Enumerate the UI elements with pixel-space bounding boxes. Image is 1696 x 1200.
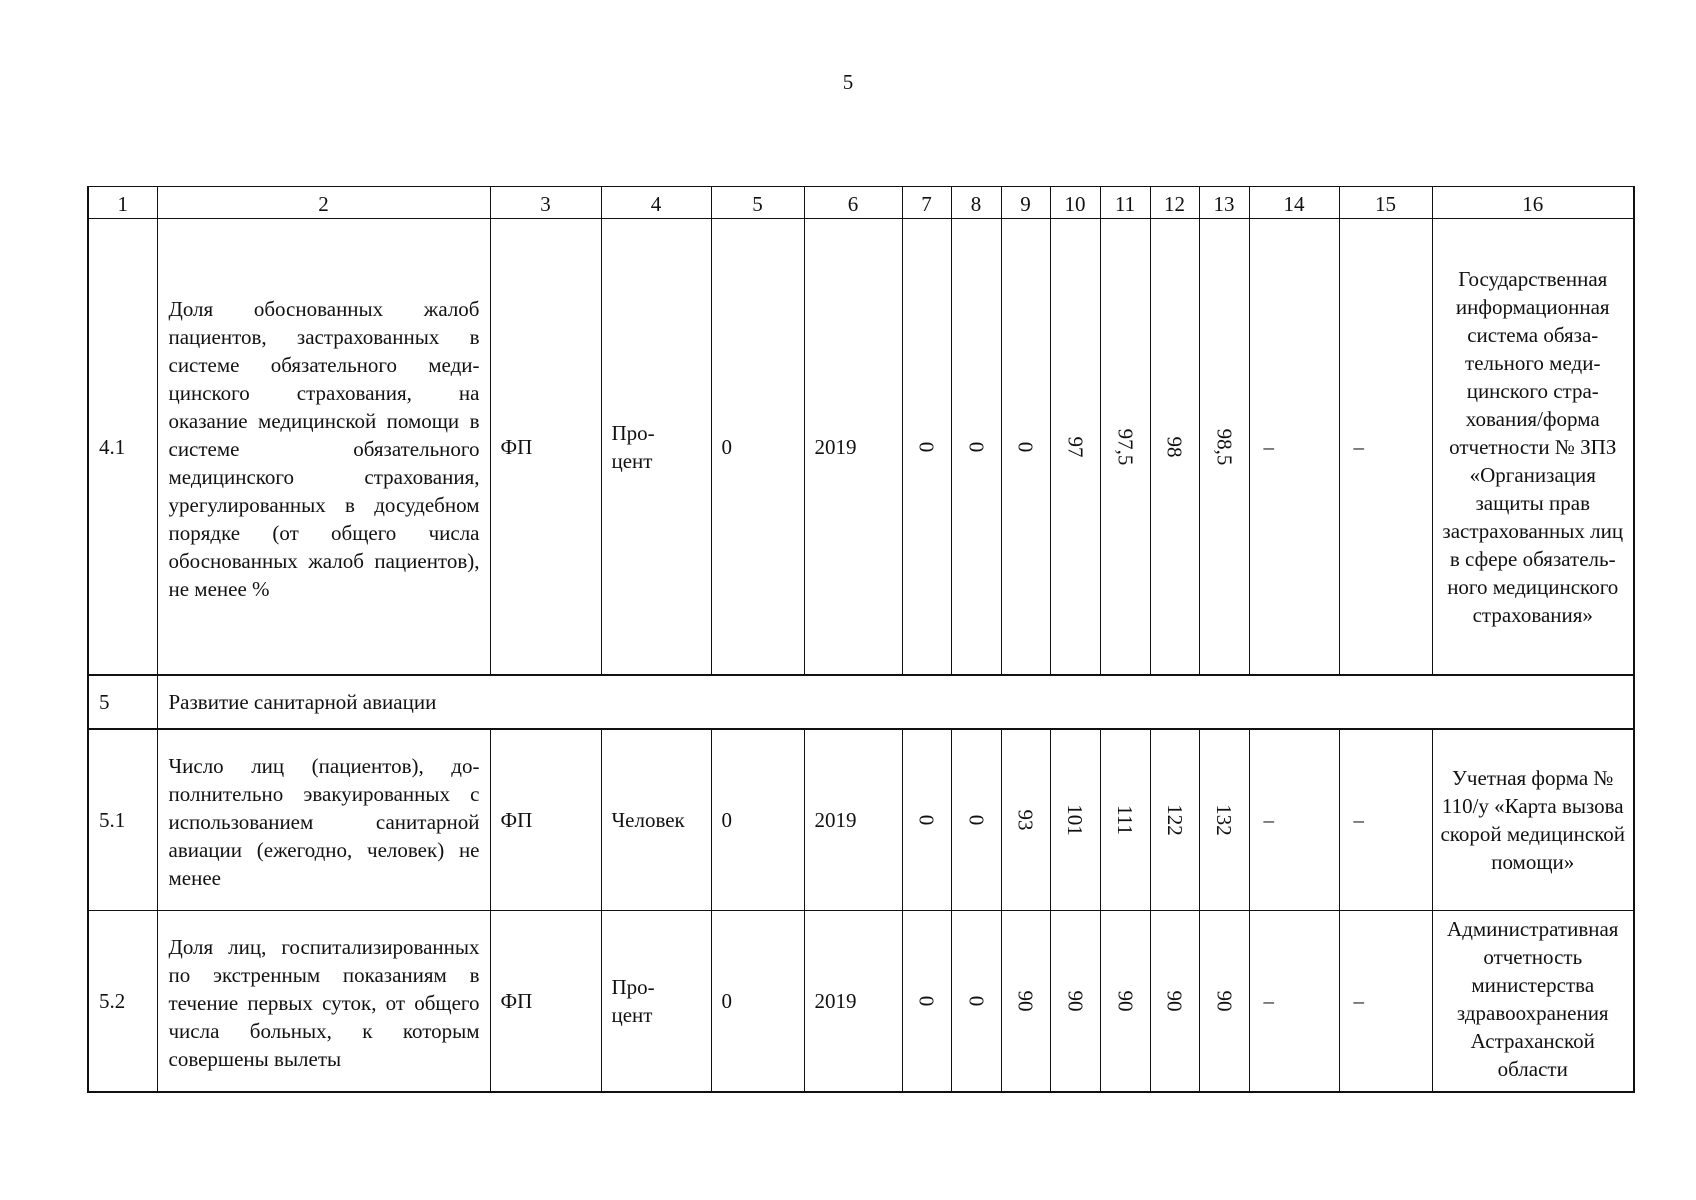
header-cell: 16 — [1432, 187, 1634, 219]
header-cell: 2 — [157, 187, 490, 219]
header-cell: 9 — [1001, 187, 1050, 219]
indicators-table — [87, 186, 1635, 1093]
row-number: 5.2 — [88, 911, 157, 1093]
header-cell: 1 — [88, 187, 157, 219]
base-year: 2019 — [804, 911, 902, 1093]
value-cell — [1001, 219, 1050, 676]
value-text: 0 — [964, 995, 988, 1007]
value-cell — [951, 911, 1001, 1093]
table-row — [88, 911, 1634, 1093]
value-text: 0 — [914, 995, 939, 1007]
value-text: 98 — [1162, 436, 1187, 457]
col15-value: – — [1339, 911, 1432, 1093]
header-cell: 7 — [902, 187, 951, 219]
base-year: 2019 — [804, 729, 902, 911]
value-cell — [1050, 911, 1100, 1093]
col14-value: – — [1249, 729, 1339, 911]
value-cell — [1150, 219, 1199, 676]
data-source: Учетная форма № 110/у «Карта вызова скорой медицинской помощи» — [1432, 729, 1634, 911]
table-row — [88, 729, 1634, 911]
value-cell — [1150, 911, 1199, 1093]
indicator-type: ФП — [490, 911, 601, 1093]
header-cell: 5 — [711, 187, 804, 219]
value-cell — [1199, 219, 1249, 676]
value-text: 90 — [1113, 990, 1137, 1012]
unit-of-measure: Человек — [601, 729, 711, 911]
value-text: 132 — [1212, 804, 1236, 836]
indicator-description: Доля лиц, госпитализированных по экстренным показаниям в течение первых суток, от общего числа больных, к которым совершены вылеты — [157, 911, 490, 1093]
value-cell — [1050, 219, 1100, 676]
value-text: 0 — [964, 441, 988, 452]
value-cell — [951, 219, 1001, 676]
header-cell: 4 — [601, 187, 711, 219]
data-source: Государственная информационная система обязательного медицинского страхования/форма отчетности № ЗПЗ «Организация защиты прав застрахованных лиц в сфере обязательного медицинского страхования» — [1432, 219, 1634, 676]
header-row — [88, 187, 1634, 219]
value-text: 0 — [1013, 441, 1038, 452]
value-cell — [1100, 911, 1150, 1093]
unit-text: Про- цент — [611, 420, 655, 473]
value-cell — [1100, 219, 1150, 676]
value-text: 90 — [1212, 990, 1236, 1012]
value-cell — [1199, 729, 1249, 911]
header-cell: 13 — [1199, 187, 1249, 219]
value-cell — [1199, 911, 1249, 1093]
header-cell: 12 — [1150, 187, 1199, 219]
value-cell — [1100, 729, 1150, 911]
header-cell: 3 — [490, 187, 601, 219]
base-year: 2019 — [804, 219, 902, 676]
header-cell: 6 — [804, 187, 902, 219]
base-value: 0 — [711, 219, 804, 676]
indicator-type: ФП — [490, 219, 601, 676]
value-cell — [1050, 729, 1100, 911]
col14-value: – — [1249, 219, 1339, 676]
value-text: 111 — [1112, 805, 1137, 835]
indicator-type: ФП — [490, 729, 601, 911]
value-text: 98,5 — [1212, 428, 1236, 465]
base-value: 0 — [711, 911, 804, 1093]
value-text: 90 — [1063, 990, 1087, 1012]
base-value: 0 — [711, 729, 804, 911]
unit-of-measure — [601, 219, 711, 676]
header-cell: 15 — [1339, 187, 1432, 219]
value-text: 93 — [1013, 809, 1038, 831]
section-row — [88, 675, 1634, 729]
row-number: 5.1 — [88, 729, 157, 911]
row-number: 4.1 — [88, 219, 157, 676]
col15-value: – — [1339, 729, 1432, 911]
data-source: Административная отчетность министерства здравоохранения Астраханской области — [1432, 911, 1634, 1093]
value-text: 122 — [1162, 804, 1187, 836]
header-cell: 14 — [1249, 187, 1339, 219]
page-number: 5 — [842, 70, 854, 94]
value-text: 97 — [1063, 436, 1087, 457]
header-cell: 8 — [951, 187, 1001, 219]
header-cell: 10 — [1050, 187, 1100, 219]
value-text: 90 — [1162, 990, 1187, 1012]
col15-value: – — [1339, 219, 1432, 676]
value-text: 0 — [964, 814, 988, 826]
value-cell — [1001, 911, 1050, 1093]
value-cell — [1001, 729, 1050, 911]
value-text: 0 — [914, 441, 939, 452]
value-text: 97,5 — [1113, 428, 1137, 465]
value-text: 0 — [914, 814, 939, 826]
col14-value: – — [1249, 911, 1339, 1093]
value-text: 90 — [1013, 990, 1038, 1012]
unit-of-measure — [601, 911, 711, 1093]
section-number: 5 — [88, 675, 157, 729]
value-cell — [1150, 729, 1199, 911]
indicator-description: Число лиц (пациентов), дополнительно эвакуированных с использованием санитарной авиации (ежегодно, человек) не менее — [157, 729, 490, 911]
section-title: Развитие санитарной авиации — [157, 675, 1634, 729]
table-row — [88, 219, 1634, 676]
value-cell — [951, 729, 1001, 911]
value-cell — [902, 911, 951, 1093]
value-cell — [902, 219, 951, 676]
indicator-description: Доля обоснованных жалоб пациентов, застрахованных в системе обязательного медицинского страхования, на оказание медицинской помощи в системе обязательного медицинского страхования, урегулированных в досудебном порядке (от общего числа обоснованных жалоб пациентов), не менее % — [157, 219, 490, 676]
unit-text: Про- цент — [611, 975, 655, 1027]
header-cell: 11 — [1100, 187, 1150, 219]
value-cell — [902, 729, 951, 911]
value-text: 101 — [1063, 804, 1087, 836]
